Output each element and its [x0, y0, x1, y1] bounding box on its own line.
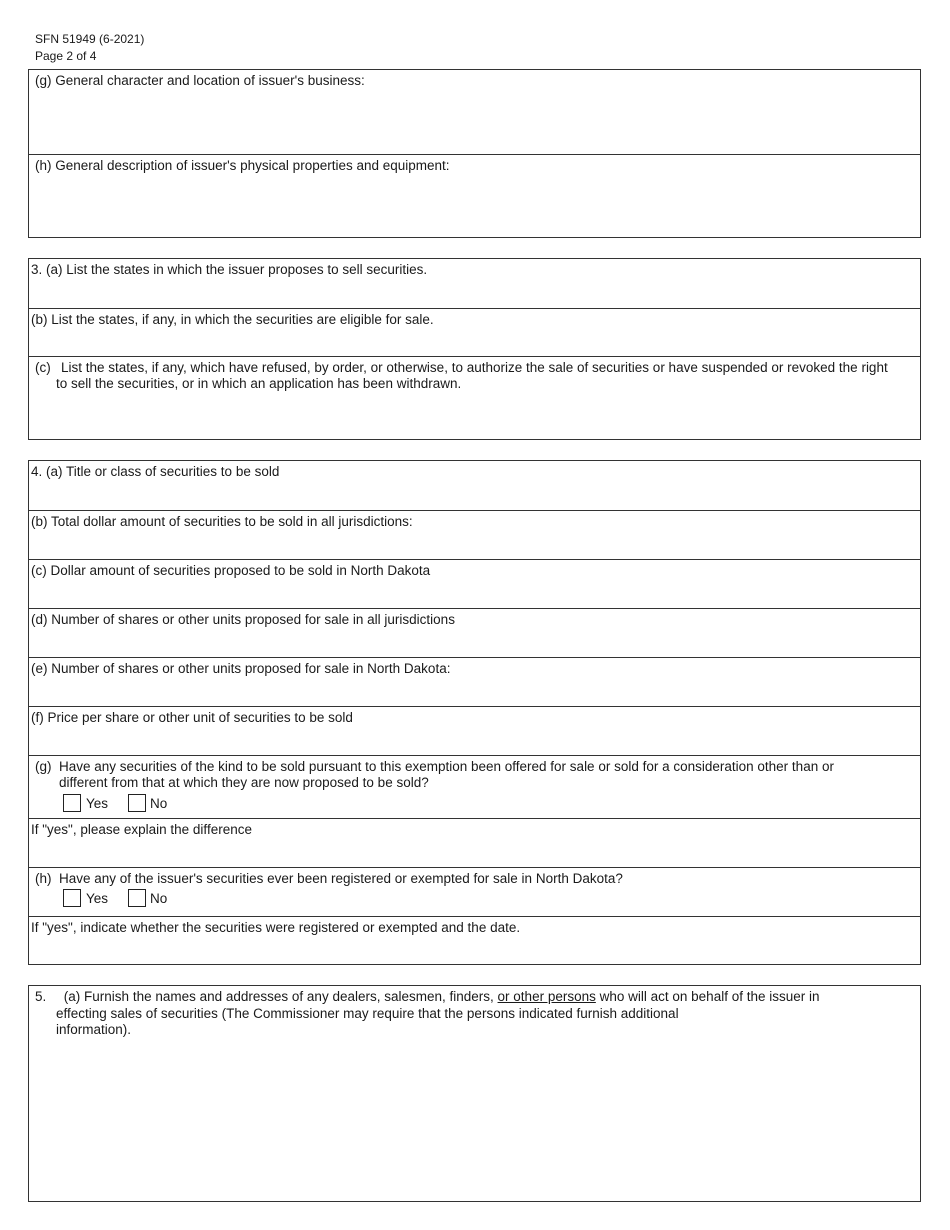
field-3a-label: 3. (a) List the states in which the issuer proposes to sell securities.: [31, 262, 428, 277]
checkbox-4g-yes-label: Yes: [86, 796, 109, 811]
field-4a-label: 4. (a) Title or class of securities to be sold: [31, 464, 280, 479]
checkbox-4g-no[interactable]: [128, 794, 146, 812]
section-4-box: [28, 460, 921, 965]
question-4h-number: (h): [35, 871, 52, 886]
field-5a-line1: [35, 989, 890, 1006]
page-number: Page 2 of 4: [35, 49, 97, 63]
form-number: SFN 51949 (6-2021): [35, 32, 145, 46]
field-5a-prefix: (a) Furnish the names and addresses of any dealers, salesmen, finders,: [63, 989, 494, 1004]
field-4c[interactable]: [29, 559, 920, 608]
field-3a[interactable]: [29, 259, 920, 308]
question-4g: [29, 755, 920, 818]
question-4g-label: [35, 759, 880, 791]
field-5a-line3: information).: [56, 1022, 132, 1037]
field-4g-explain-label: If "yes", please explain the difference: [31, 822, 252, 837]
section-5-number: 5.: [35, 989, 47, 1004]
field-3c-number: (c): [35, 360, 51, 375]
field-2h[interactable]: [29, 154, 920, 238]
field-3b[interactable]: [29, 308, 920, 357]
checkbox-4h-no-label: No: [150, 891, 168, 906]
field-3c-text: [35, 360, 890, 392]
question-4h: [29, 867, 920, 916]
field-4f[interactable]: [29, 706, 920, 755]
section-5-box[interactable]: [28, 985, 921, 1202]
question-4g-number: (g): [35, 759, 52, 774]
field-4e-label: (e) Number of shares or other units proposed for sale in North Dakota:: [31, 661, 451, 676]
field-5a-line2: effecting sales of securities (The Commissioner may require that the persons indicated furnish additional: [56, 1005, 679, 1021]
question-4h-text: Have any of the issuer's securities ever been registered or exempted for sale in North Dakota?: [59, 871, 623, 886]
checkbox-4h-yes[interactable]: [63, 889, 81, 907]
field-4f-label: (f) Price per share or other unit of securities to be sold: [31, 710, 353, 725]
field-3b-label: (b) List the states, if any, in which the securities are eligible for sale.: [31, 312, 434, 327]
field-4g-explain[interactable]: [29, 818, 920, 867]
field-4c-label: (c) Dollar amount of securities proposed to be sold in North Dakota: [31, 563, 431, 578]
field-4h-explain[interactable]: [29, 916, 920, 965]
field-4d-label: (d) Number of shares or other units proposed for sale in all jurisdictions: [31, 612, 455, 627]
field-4h-explain-label: If "yes", indicate whether the securities were registered or exempted and the date.: [31, 920, 521, 935]
checkbox-4g-yes[interactable]: [63, 794, 81, 812]
checkbox-4h-yes-label: Yes: [86, 891, 109, 906]
field-3c-text-content: List the states, if any, which have refused, by order, or otherwise, to authorize the sale of securities or have suspended or revoked the right to sell the securities, or in which an application has been withdrawn.: [56, 360, 888, 391]
question-4h-label: [35, 871, 890, 887]
field-3c-label: [35, 360, 890, 392]
field-2g[interactable]: [29, 70, 920, 154]
field-2h-label: (h) General description of issuer's physical properties and equipment:: [35, 158, 450, 173]
field-4b-label: (b) Total dollar amount of securities to be sold in all jurisdictions:: [31, 514, 413, 529]
field-4d[interactable]: [29, 608, 920, 657]
section-3-box: [28, 258, 921, 440]
checkbox-4h-no[interactable]: [128, 889, 146, 907]
field-4a[interactable]: [29, 461, 920, 510]
field-5a-underlined: or other persons: [497, 989, 596, 1004]
section-2-box: [28, 69, 921, 238]
field-3c[interactable]: [29, 356, 920, 440]
field-4e[interactable]: [29, 657, 920, 706]
checkbox-4g-no-label: No: [150, 796, 168, 811]
field-5a-label: [35, 989, 890, 1039]
question-4g-text: Have any securities of the kind to be sold pursuant to this exemption been offered for sale or sold for a consideration other than or different from that at which they are now proposed to be sold?: [59, 759, 834, 790]
field-5a-suffix: who will act on behalf of the issuer in: [599, 989, 820, 1004]
field-4b[interactable]: [29, 510, 920, 559]
field-2g-label: (g) General character and location of issuer's business:: [35, 73, 365, 88]
